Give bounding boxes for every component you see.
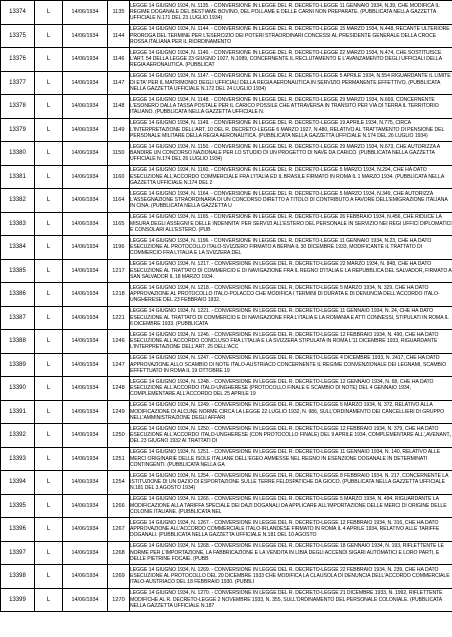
description-cell [130, 353, 452, 377]
table-row [1, 588, 452, 612]
document-type-cell: L [35, 306, 63, 330]
document-type-cell: L [35, 259, 63, 283]
document-type-cell: L [35, 424, 63, 448]
record-number-cell: 13386 [1, 283, 35, 307]
record-number-cell: 13380 [1, 142, 35, 166]
law-number-cell: 1217 [108, 259, 130, 283]
table-row [1, 259, 452, 283]
record-number-cell: 13378 [1, 95, 35, 119]
date-cell: 14/06/1934 [63, 541, 108, 565]
document-type-cell: L [35, 471, 63, 495]
description-cell [130, 118, 452, 142]
law-number-cell: 1267 [108, 518, 130, 542]
document-type-cell: L [35, 518, 63, 542]
document-type-cell: L [35, 400, 63, 424]
table-row [1, 400, 452, 424]
record-number-cell: 13382 [1, 189, 35, 213]
law-number-cell: 1254 [108, 471, 130, 495]
law-number-cell: 1268 [108, 541, 130, 565]
description-text: LEGGE 14 GIUGNO 1934, N. 1268. - CONVERSIONE IN LEGGE DEL R. DECRETO-LEGGE 18 GENNAIO 1934, N. 193, RIFLETTENTE LE NORME PER L'IMPORTAZIONE, LA FABBRICAZIONE E LA VENDITA IN LIBIA DEGLI ACCENDI SIGARI AUTOMATICI E LORO PARTI, E DELLE PIETRINE FOCAIE. (PUBB [130, 543, 444, 562]
table-row [1, 353, 452, 377]
table-row [1, 471, 452, 495]
table-body [1, 1, 452, 612]
description-cell [130, 424, 452, 448]
record-number-cell: 13399 [1, 588, 35, 612]
description-cell [130, 142, 452, 166]
record-number-cell: 13392 [1, 424, 35, 448]
document-type-cell: L [35, 142, 63, 166]
document-type-cell: L [35, 236, 63, 260]
table-row [1, 165, 452, 189]
table-row [1, 330, 452, 354]
description-text: LEGGE 14 GIUGNO 1934, N. 1270. - CONVERSIONE IN LEGGE DEL R. DECRETO-LEGGE 21 DICEMBRE 1933, N. 1992, RIFLETTENTE MODIFICHE AL R. DECRETO-LEGGE 2 NOVEMBRE 1933, N. 355, SULL'ORDINAMENTO DEL PERSONALE COLONIALE. (PUBBLICATA NELLA GAZZETTA UFFICIALE N.187 [130, 590, 443, 609]
description-cell [130, 377, 452, 401]
date-cell: 14/06/1934 [63, 353, 108, 377]
description-cell [130, 565, 452, 589]
law-number-cell: 1135 [108, 1, 130, 25]
date-cell: 14/06/1934 [63, 283, 108, 307]
table-row [1, 377, 452, 401]
law-number-cell: 1266 [108, 494, 130, 518]
law-number-cell: 1269 [108, 565, 130, 589]
description-cell [130, 330, 452, 354]
document-type-cell: L [35, 24, 63, 48]
date-cell: 14/06/1934 [63, 118, 108, 142]
table-row [1, 447, 452, 471]
description-text: LEGGE 14 GIUGNO 1934, N. 1150. - CONVERSIONE IN LEGGE DEL R. DECRETO-LEGGE 29 MARZO 1934, N.673, CHE AUTORIZZA A BANDIRE UN CONCORSO NAZIONALE PER LO STUDIO DI UN PROGETTO DI NAVE DA CARICO. (PUBBLICATA NELLA GAZZETTA UFFICIALE N.174 DEL 26 LUGLIO 1934) [130, 143, 440, 163]
table-row [1, 424, 452, 448]
description-cell [130, 189, 452, 213]
date-cell: 14/06/1934 [63, 95, 108, 119]
date-cell: 14/06/1934 [63, 471, 108, 495]
description-text: LEGGE 14 GIUGNO 1934, N. 1250. - CONVERSIONE IN LEGGE DEL R. DECRETO-LEGGE 12 FEBBRAIO 1934, N. 379, CHE HA DATO ESECUZIONE ALL'ACCORDO ITALO-UNGHERESE (CON PROTOCOLLO FINALE) DEL 9 APRILE 1934, COMPLEMENTARE ALL'„AVENANT„ DEL 23 GIUGNO 1932 AI TRATTATI DI [130, 425, 452, 445]
document-type-cell: L [35, 353, 63, 377]
record-number-cell: 13397 [1, 541, 35, 565]
description-cell [130, 588, 452, 612]
description-cell [130, 283, 452, 307]
description-text: LEGGE 14 GIUGNO 1934, N. 1149. - CONVERSIONE IN LEGGE DEL R. DECRETO-LEGGE 19 APRILE 1934, N.775, CIRCA L'INTERPRETAZIONE DELL'ART. 10 DEL R. DECRETO-LEGGE 6 MARZO 1927, N.480, RELATIVO AL TRATTAMENTO DI PENSIONE DEL PERSONALE MILITARE DELLA REGIA AERONAUTICA. (PUBBLICATA NELLA GAZZETTA UFFICIALE N.174 DEL 26 LUGLIO 1934) [130, 120, 445, 139]
record-number-cell: 13389 [1, 353, 35, 377]
description-text: LEGGE 14 GIUGNO 1934, N. 1165. - CONVERSIONE IN LEGGE DEL R. DECRETO-LEGGE 26 FEBBRAIO 1934, N.456, CHE RIDUCE LA MISURA DEGLI ASSEGNI E DELLE INDENNITA' PER SERVIZI ALL'ESTERO DEL PERSONALE IN SERVIZIO NEI REGI UFFICI DIPLOMATICI E CONSOLARI ALL'ESTERO. (PUB [130, 214, 452, 233]
description-text: LEGGE 14 GIUGNO 1934, N. 1266. - CONVERSIONE IN LEGGE DEL R. DECRETO-LEGGE 5 MARZO 1934, N. 494, RIGUARDANTE LA MODIFICAZIONE ALLA TARIFFA SPECIALE DEI DAZI DOGANALI DA APPLICARE ALL'IMPORTAZIONE DELLE MERCI DI ORIGINE DELLE COLONIE ITALIANE. (PUBBLICATA NEL [130, 496, 447, 515]
description-text: LEGGE 14 GIUGNO 1934, N. 1147. - CONVERSIONE IN LEGGE DEL R. DECRETO-LEGGE 5 APRILE 1934, N.554 RIGUARDANTE IL LIMITE DI ETA' PER IL MATRIMONIO DEGLI UFFICIALI DELLA REGIA AERONAUTICA IN SERVIZIO PERMANENTE EFFETTIVO. (PUBBLICATA NELLA GAZZETTA UFFICIALE N.172 DEL 24 LUGLIO 1934) [130, 73, 451, 92]
description-text: LEGGE 14 GIUGNO 1934, N. 1135. - CONVERSIONE IN LEGGE DEL R. DECRETO-LEGGE 11 GENNAIO 1934, N.39, CHE MODIFICA IL REGIME DOGANALE DEL BESTIAME BOVINO, DEL POLLAME E DELLE CARNI NON PREPARATE. (PUBBLICATA NELLA GAZZETTA UFFICIALE N.171 DEL 23 LUGLIO 1934) [130, 2, 440, 22]
date-cell: 14/06/1934 [63, 400, 108, 424]
document-type-cell: L [35, 48, 63, 72]
description-cell [130, 518, 452, 542]
document-type-cell: L [35, 212, 63, 236]
law-number-cell: 1149 [108, 118, 130, 142]
description-text: LEGGE 14 GIUGNO 1934, N. 1269. - CONVERSIONE IN LEGGE DEL R. DECRETO-LEGGE 22 FEBBRAIO 1934, N. 239, CHE HA DATO ESECUZIONE AL PROTOCOLLO DEL 20 DICEMBRE 1933 CHE MODIFICA LA CLAUSOLA DI DENUNCIA DELL'ACCORDO COMMERCIALE ITALO-AUSTRIACO DEL 18 FEBBRAIO 1930. (PUBBLI [130, 566, 450, 586]
law-number-cell: 1144 [108, 24, 130, 48]
law-number-cell: 1147 [108, 71, 130, 95]
table-row [1, 71, 452, 95]
document-type-cell: L [35, 189, 63, 213]
description-cell [130, 259, 452, 283]
law-number-cell: 1251 [108, 447, 130, 471]
record-number-cell: 13395 [1, 494, 35, 518]
law-number-cell: 1160 [108, 165, 130, 189]
record-number-cell: 13388 [1, 330, 35, 354]
record-number-cell: 13398 [1, 565, 35, 589]
law-number-cell: 1150 [108, 142, 130, 166]
description-text: LEGGE 14 GIUGNO 1934, N. 1246. - CONVERSIONE IN LEGGE DEL R. DECRETO-LEGGE 12 FEBBRAIO 1934, N. 490, CHE HA DATO ESECUZIONE ALL'ACCORDO CONCLUSO FRA L'ITALIA E LA SVIZZERA STIPULATA IN ROMA L'11 DICEMBRE 1933, RIGUARDANTE L'INTERPRETAZIONE DELL'ART. 25 DELL'ACC [130, 331, 439, 351]
table-row [1, 48, 452, 72]
law-number-cell: 1218 [108, 283, 130, 307]
document-type-cell: L [35, 565, 63, 589]
table-row [1, 189, 452, 213]
date-cell: 14/06/1934 [63, 447, 108, 471]
description-text: LEGGE 14 GIUGNO 1934, N. 1148. - CONVERSIONE IN LEGGE DEL R. DECRETO-LEGGE 29 MARZO 1934, N.669, CONCERNENTE L'ESONERO DALLA TASSA POSTALE PER IL CARICO POSSILE CHE ATTRAVERSA IN TRANSITO PER VIA DI TERRA IL TERRITORIO ITALIANO. (PUBBLICATA NELLA GAZZETTA UFFICIALE N. [130, 96, 439, 116]
description-text: LEGGE 14 GIUGNO 1934, N. 1254. - CONVERSIONE IN LEGGE DEL R. DECRETO-LEGGE 8 FEBBRAIO 1934, N. 217, CONCERNENTE LA ISTITUZIONE DI UN DAZIO DI ESPORTAZIONE SULLE TERRE FELDSPATICHE DA GIOCO. (PUBBLICATA NELLA GAZZETTA UFFICIALE N.181 DEL 3 AGOSTO 1934) [130, 472, 449, 492]
date-cell: 14/06/1934 [63, 48, 108, 72]
description-text: LEGGE 14 GIUGNO 1934, N. 1251. - CONVERSIONE IN LEGGE DEL R. DECRETO-LEGGE 11 GENNAIO 1934, N. 140, RELATIVO ALLE MERCI ORIGINARIE DELLE ISOLE ITALIANE DELL'EGEO AMMESSE NEL REGNO IN ESENZIONE DOGANALE IN DETERMINATI CONTINGENTI. (PUBBLICATA NELLA GA [130, 449, 441, 468]
description-text: LEGGE 14 GIUGNO 1934, N. 1164. - CONVERSIONE IN LEGGE DEL R. DECRETO-LEGGE 5 MARZO 1934, N.349, CHE AUTORIZZA L'ASSEGNAZIONE STRAORDINARIA DI UN CONCORSO DIRETTO A TITOLO DI CONTRIBUTO A FAVORE DELL'EMIGRAZIONE ITALIANA IN CINA. (PUBBLICATA NELLA GAZZETTA U [130, 190, 448, 210]
law-number-cell: 1148 [108, 95, 130, 119]
description-cell [130, 447, 452, 471]
law-number-cell: 1270 [108, 588, 130, 612]
table-row [1, 565, 452, 589]
law-number-cell: 1221 [108, 306, 130, 330]
date-cell: 14/06/1934 [63, 165, 108, 189]
table-row [1, 306, 452, 330]
date-cell: 14/06/1934 [63, 330, 108, 354]
description-text: LEGGE 14 GIUGNO 1934, N. 1247. - CONVERSIONE IN LEGGE DEL R. DECRETO-LEGGE 4 DICEMBRE 1933, N. 2417, CHE HA DATO APPROVAZIONE ALLO SCAMBIO DI NOTE ITALO-AUSTRIACO CONCERNENTE IL REGIME CONVENZIONALE DEI LEGNAMI, SCAMBIO EFFETTUATO IN ROMA IL 19 OTTOBRE 19 [130, 355, 447, 374]
description-cell [130, 165, 452, 189]
description-cell [130, 236, 452, 260]
description-cell [130, 24, 452, 48]
description-cell [130, 95, 452, 119]
document-type-cell: L [35, 118, 63, 142]
date-cell: 14/06/1934 [63, 212, 108, 236]
document-type-cell: L [35, 330, 63, 354]
description-text: LEGGE 14 GIUGNO 1934, N. 1218. - CONVERSIONE IN LEGGE DEL R. DECRETO-LEGGE 5 MARZO 1934, N. 329, CHE HA DATO APPROVAZIONE AL PROTOCOLLO ITALO-POLACCO CHE MODIFICA I TERMINI DI DURATA E DI DENUNCIA DELL'ACCORDO ITALO-UNGHERESE DEL 23 FEBBRAIO 1932. [130, 284, 440, 304]
record-number-cell: 13375 [1, 24, 35, 48]
document-type-cell: L [35, 377, 63, 401]
table-row [1, 541, 452, 565]
record-number-cell: 13391 [1, 400, 35, 424]
law-number-cell: 1146 [108, 48, 130, 72]
description-text: LEGGE 14 GIUGNO 1934, N. 1267. - CONVERSIONE IN LEGGE DEL R. DECRETO-LEGGE 12 FEBBRAIO 1934, N. 316, CHE HA DATO APPROVAZIONE ALL'ACCORDO COMMERCIALE ITALO-IRLANDESE FIRMATO IN ROMA IL 4 APRILE 1934, RELATIVO ALLE TARIFFE DOGANALI. (PUBBLICATA NELLA GAZZETTA UFFICIALE N.181 DEL 10 AGOSTO [130, 519, 440, 539]
description-text: LEGGE 14 GIUGNO 1934, N. 1146. - CONVERSIONE IN LEGGE DEL R. DECRETO-LEGGE 22 MARZO 1934, N.474, CHE SOSTITUISCE L'ART. 54 DELLA LEGGE 23 GIUGNO 1927, N.1089, CONCERNENTE IL RECLUTAMENTO E L'AVANZAMENTO DEGLI UFFICIALI DELLA REGIA AERONAUTICA. (PUBBLICAT [130, 49, 442, 69]
law-number-cell: 1250 [108, 424, 130, 448]
law-number-cell: 1164 [108, 189, 130, 213]
date-cell: 14/06/1934 [63, 565, 108, 589]
record-number-cell: 13377 [1, 71, 35, 95]
document-type-cell: L [35, 494, 63, 518]
law-number-cell: 1249 [108, 400, 130, 424]
date-cell: 14/06/1934 [63, 259, 108, 283]
date-cell: 14/06/1934 [63, 189, 108, 213]
description-text: LEGGE 14 GIUGNO 1934, N. 1249. - CONVERSIONE IN LEGGE DEL R. DECRETO-LEGGE 5 MARZO 1934, N. 372, RELATIVO ALLA MODIFICAZIONE DI ALCUNE NORME CIRCA LA LEGGE 22 LUGLIO 1932, N. 986, SULL'ORDINAMENTO DEI CANCELLIERI DI GRUPPO NELL'AMMINISTRAZIONE DEGLI AFFARI [130, 402, 445, 421]
date-cell: 14/06/1934 [63, 306, 108, 330]
law-number-cell: 1247 [108, 353, 130, 377]
record-number-cell: 13390 [1, 377, 35, 401]
date-cell: 14/06/1934 [63, 588, 108, 612]
description-cell [130, 471, 452, 495]
description-text: LEGGE 14 GIUGNO 1934, N. 1144. - CONVERSIONE IN LEGGE DEL R. DECRETO-LEGGE 15 MARZO 1934, N.448, RECANTE ULTERIORE PROROGA DEL TERMINE PER L'ESERCIZIO DEI POTERI STRAORDINARI CONCESSI AL PRESIDENTE GENERALE DELLA CROCE ROSSA ITALIANA PER IL RIORDINAMENTO [130, 26, 450, 45]
table-row [1, 95, 452, 119]
description-text: LEGGE 14 GIUGNO 1934, N. 1160. - CONVERSIONE IN LEGGE DEL R. DECRETO-LEGGE 5 MARZO 1934, N.294, CHE HA DATO ESECUZIONE ALL'ACCORDO COMMERCIALE FRA L'ITALIA ED IL BRASILE FIRMATO IN ROMA IL 1 MARZO 1934. (PUBBLICATA NELLA GAZZETTA UFFICIALE N.174 DEL 2 [130, 167, 444, 186]
record-number-cell: 13381 [1, 165, 35, 189]
record-number-cell: 13384 [1, 236, 35, 260]
law-number-cell: 1246 [108, 330, 130, 354]
date-cell: 14/06/1934 [63, 424, 108, 448]
document-type-cell: L [35, 588, 63, 612]
description-cell [130, 71, 452, 95]
record-number-cell: 13385 [1, 259, 35, 283]
document-type-cell: L [35, 1, 63, 25]
date-cell: 14/06/1934 [63, 494, 108, 518]
record-number-cell: 13396 [1, 518, 35, 542]
date-cell: 14/06/1934 [63, 142, 108, 166]
table-row [1, 283, 452, 307]
record-number-cell: 13376 [1, 48, 35, 72]
record-number-cell: 13394 [1, 471, 35, 495]
description-text: LEGGE 14 GIUGNO 1934, N. 1217. - CONVERSIONE IN LEGGE DEL R. DECRETO-LEGGE 22 MARZO 1934, N. 848, CHE HA DATO ESECUZIONE AL TRATTATO DI COMMERCIO E DI NAVIGAZIONE FRA IL REGNO D'ITALIA E LA REPUBBLICA DEL SALVADOR, FIRMATO A SAN SALVADOR IL 18 MARZO 1934. [130, 261, 452, 280]
date-cell: 14/06/1934 [63, 24, 108, 48]
table-row [1, 236, 452, 260]
description-cell [130, 306, 452, 330]
description-cell [130, 48, 452, 72]
record-number-cell: 13374 [1, 1, 35, 25]
document-type-cell: L [35, 165, 63, 189]
law-number-cell: 1248 [108, 377, 130, 401]
document-type-cell: L [35, 541, 63, 565]
document-type-cell: L [35, 71, 63, 95]
record-number-cell: 13379 [1, 118, 35, 142]
description-cell [130, 1, 452, 25]
description-cell [130, 541, 452, 565]
date-cell: 14/06/1934 [63, 71, 108, 95]
table-row [1, 518, 452, 542]
table-row [1, 494, 452, 518]
record-number-cell: 13393 [1, 447, 35, 471]
table-row [1, 142, 452, 166]
law-number-cell: 1196 [108, 236, 130, 260]
description-cell [130, 494, 452, 518]
description-cell [130, 212, 452, 236]
table-row [1, 212, 452, 236]
record-number-cell: 13387 [1, 306, 35, 330]
description-text: LEGGE 14 GIUGNO 1934, N. 1196. - CONVERSIONE IN LEGGE DEL R. DECRETO-LEGGE 11 GENNAIO 1934, N.23, CHE HA DATO ESECUZIONE AL PROTOCOLLO ITALO-SVIZZERO FIRMATO A BERNA IL 30 DICEMBRE 1933, MODIFICANTE IL TRATTATO DI COMMERCIO FRA L'ITALIA E LA SVIZZERA DEL [130, 237, 432, 257]
description-text: LEGGE 14 GIUGNO 1934, N. 1221. - CONVERSIONE IN LEGGE DEL R. DECRETO-LEGGE 11 GENNAIO 1934, N. 24, CHE HA DATO ESECUZIONE AL TRATTATO DI COMMERCIO E DI NAVIGAZIONE FRA L'ITALIA E LA ROMANIA E ATTI CONNESSI, STIPULATI IN ROMA IL 6 DICEMBRE 1933. (PUBBLICATA [130, 308, 449, 327]
description-text: LEGGE 14 GIUGNO 1934, N. 1248. - CONVERSIONE IN LEGGE DEL R. DECRETO-LEGGE 12 GENNAIO 1934, N. 68, CHE HA DATO ESECUZIONE ALL'ACCORDO ITALO-UNGHERESE (PROTOCOLLO FINALE E SCAMBIO DI NOTE) DEL 4 GENNAIO 1934, COMPLEMENTARE ALL'ACCORDO DEL 25 APRILE 19 [130, 378, 434, 398]
table-row [1, 24, 452, 48]
table-row [1, 1, 452, 25]
document-type-cell: L [35, 95, 63, 119]
date-cell: 14/06/1934 [63, 236, 108, 260]
table-row [1, 118, 452, 142]
description-cell [130, 400, 452, 424]
date-cell: 14/06/1934 [63, 1, 108, 25]
law-number-cell: 1165 [108, 212, 130, 236]
document-type-cell: L [35, 447, 63, 471]
date-cell: 14/06/1934 [63, 518, 108, 542]
document-type-cell: L [35, 283, 63, 307]
date-cell: 14/06/1934 [63, 377, 108, 401]
record-number-cell: 13383 [1, 212, 35, 236]
